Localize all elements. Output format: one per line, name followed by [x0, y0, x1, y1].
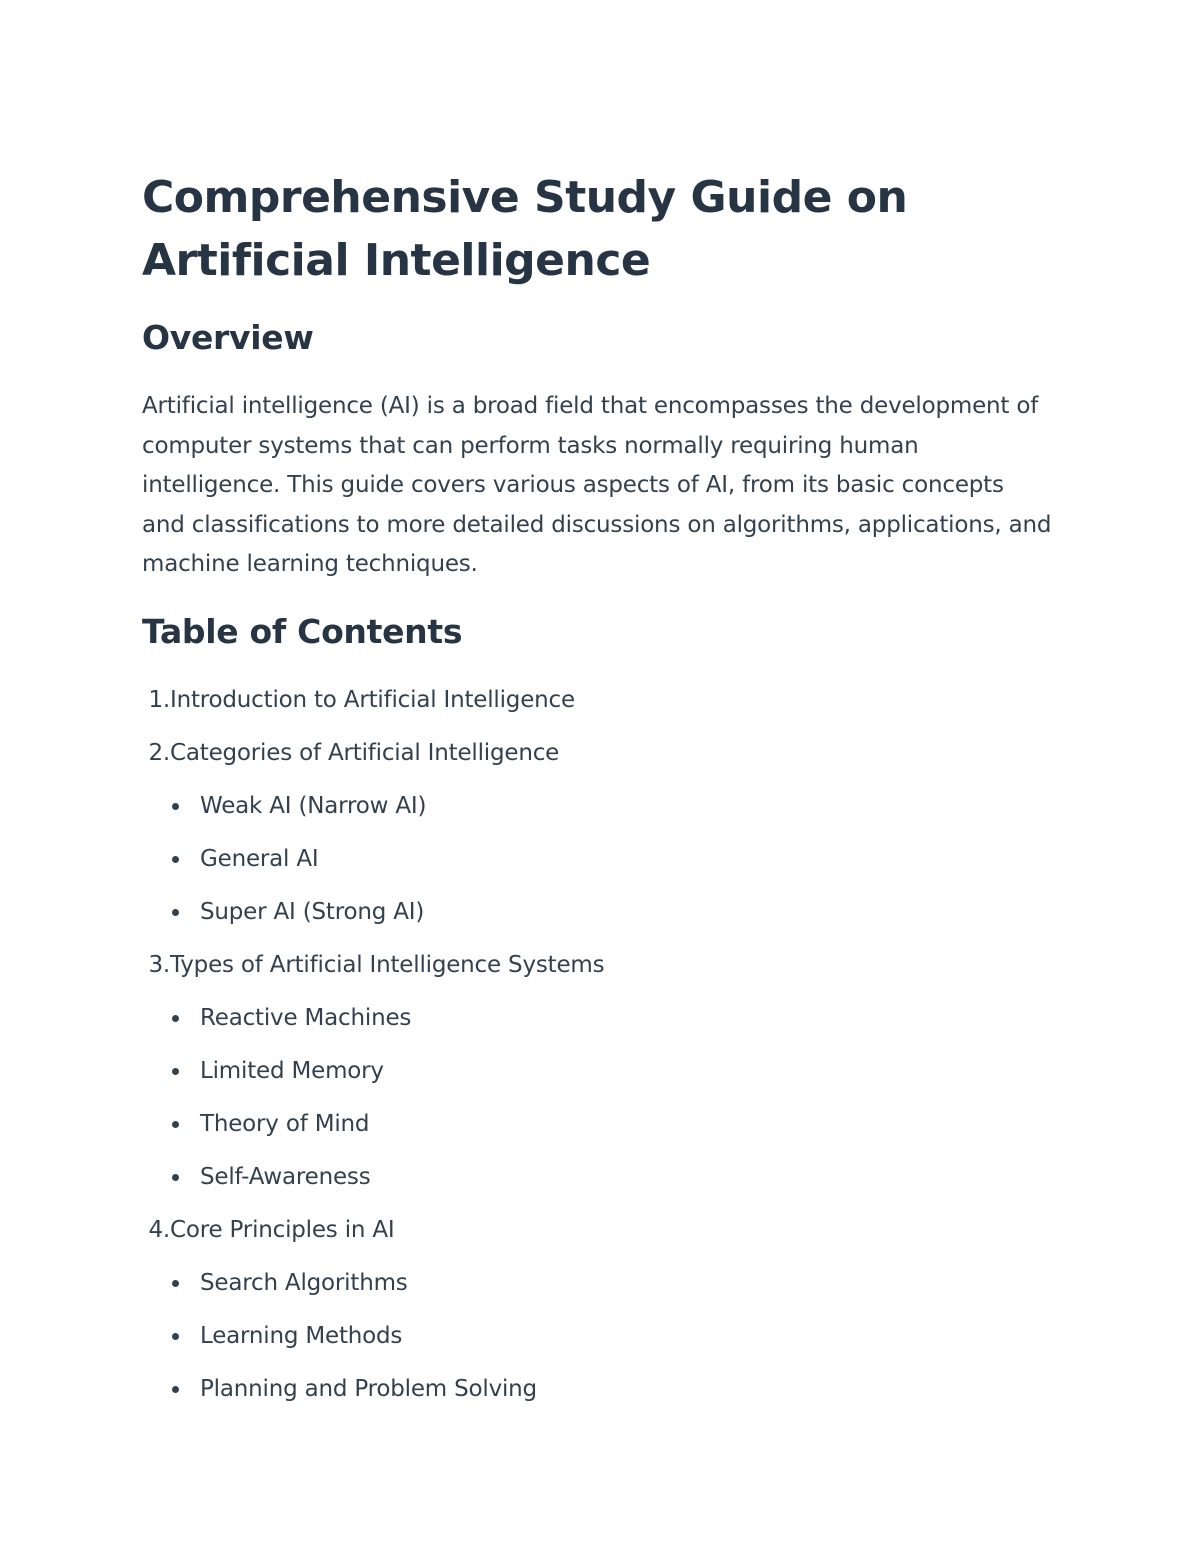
toc-subitem-label: Weak AI (Narrow AI) [200, 793, 427, 819]
toc-subitem-label: General AI [200, 846, 319, 872]
toc-subitem [142, 1263, 1042, 1316]
toc-subitem-label: Super AI (Strong AI) [200, 899, 425, 925]
toc-item-label: Categories of Artificial Intelligence [170, 740, 560, 766]
table-of-contents-heading: Table of Contents [142, 612, 463, 651]
toc-item-number: 3. [148, 952, 170, 978]
bullet-icon [172, 1121, 179, 1128]
toc-subitem [142, 1051, 1042, 1104]
toc-item-line [142, 680, 1042, 733]
bullet-icon [172, 909, 179, 916]
toc-subitem-label: Self-Awareness [200, 1164, 371, 1190]
toc-item [142, 680, 1042, 733]
toc-item-label: Introduction to Artificial Intelligence [170, 687, 575, 713]
bullet-icon [172, 1015, 179, 1022]
toc-item-line [142, 945, 1042, 998]
overview-paragraph: Artificial intelligence (AI) is a broad field that encompasses the development of computer systems that can perform tasks normally requiring human intelligence. This guide covers various aspects of AI, from its basic concepts and classifications to more detailed discussions on algorithms, applications, and machine learning techniques. [142, 393, 1052, 577]
toc-subitem [142, 1104, 1042, 1157]
toc-sublist [142, 1263, 1042, 1422]
toc-item-label: Core Principles in AI [170, 1217, 395, 1243]
toc-subitem-label: Planning and Problem Solving [200, 1376, 537, 1402]
toc-sublist [142, 786, 1042, 945]
overview-heading: Overview [142, 318, 314, 357]
toc-subitem-label: Learning Methods [200, 1323, 403, 1349]
toc-item [142, 1210, 1042, 1422]
toc-subitem [142, 892, 1042, 945]
toc-item-line [142, 1210, 1042, 1263]
toc-item-number: 1. [148, 687, 170, 713]
bullet-icon [172, 1333, 179, 1340]
toc-subitem [142, 839, 1042, 892]
toc-subitem [142, 1369, 1042, 1422]
toc-subitem-label: Theory of Mind [200, 1111, 370, 1137]
bullet-icon [172, 1068, 179, 1075]
bullet-icon [172, 1386, 179, 1393]
toc-subitem-label: Search Algorithms [200, 1270, 408, 1296]
table-of-contents [142, 680, 1042, 1422]
toc-subitem [142, 1157, 1042, 1210]
toc-item-number: 4. [148, 1217, 170, 1243]
toc-item-line [142, 733, 1042, 786]
toc-item-number: 2. [148, 740, 170, 766]
toc-item-label: Types of Artificial Intelligence Systems [170, 952, 605, 978]
toc-item [142, 945, 1042, 1210]
bullet-icon [172, 803, 179, 810]
toc-subitem-label: Limited Memory [200, 1058, 384, 1084]
bullet-icon [172, 1280, 179, 1287]
toc-subitem [142, 786, 1042, 839]
document-title: Comprehensive Study Guide on Artificial Intelligence [142, 172, 908, 286]
toc-subitem-label: Reactive Machines [200, 1005, 412, 1031]
bullet-icon [172, 856, 179, 863]
toc-item [142, 733, 1042, 945]
toc-subitem [142, 1316, 1042, 1369]
toc-subitem [142, 998, 1042, 1051]
toc-sublist [142, 998, 1042, 1210]
bullet-icon [172, 1174, 179, 1181]
